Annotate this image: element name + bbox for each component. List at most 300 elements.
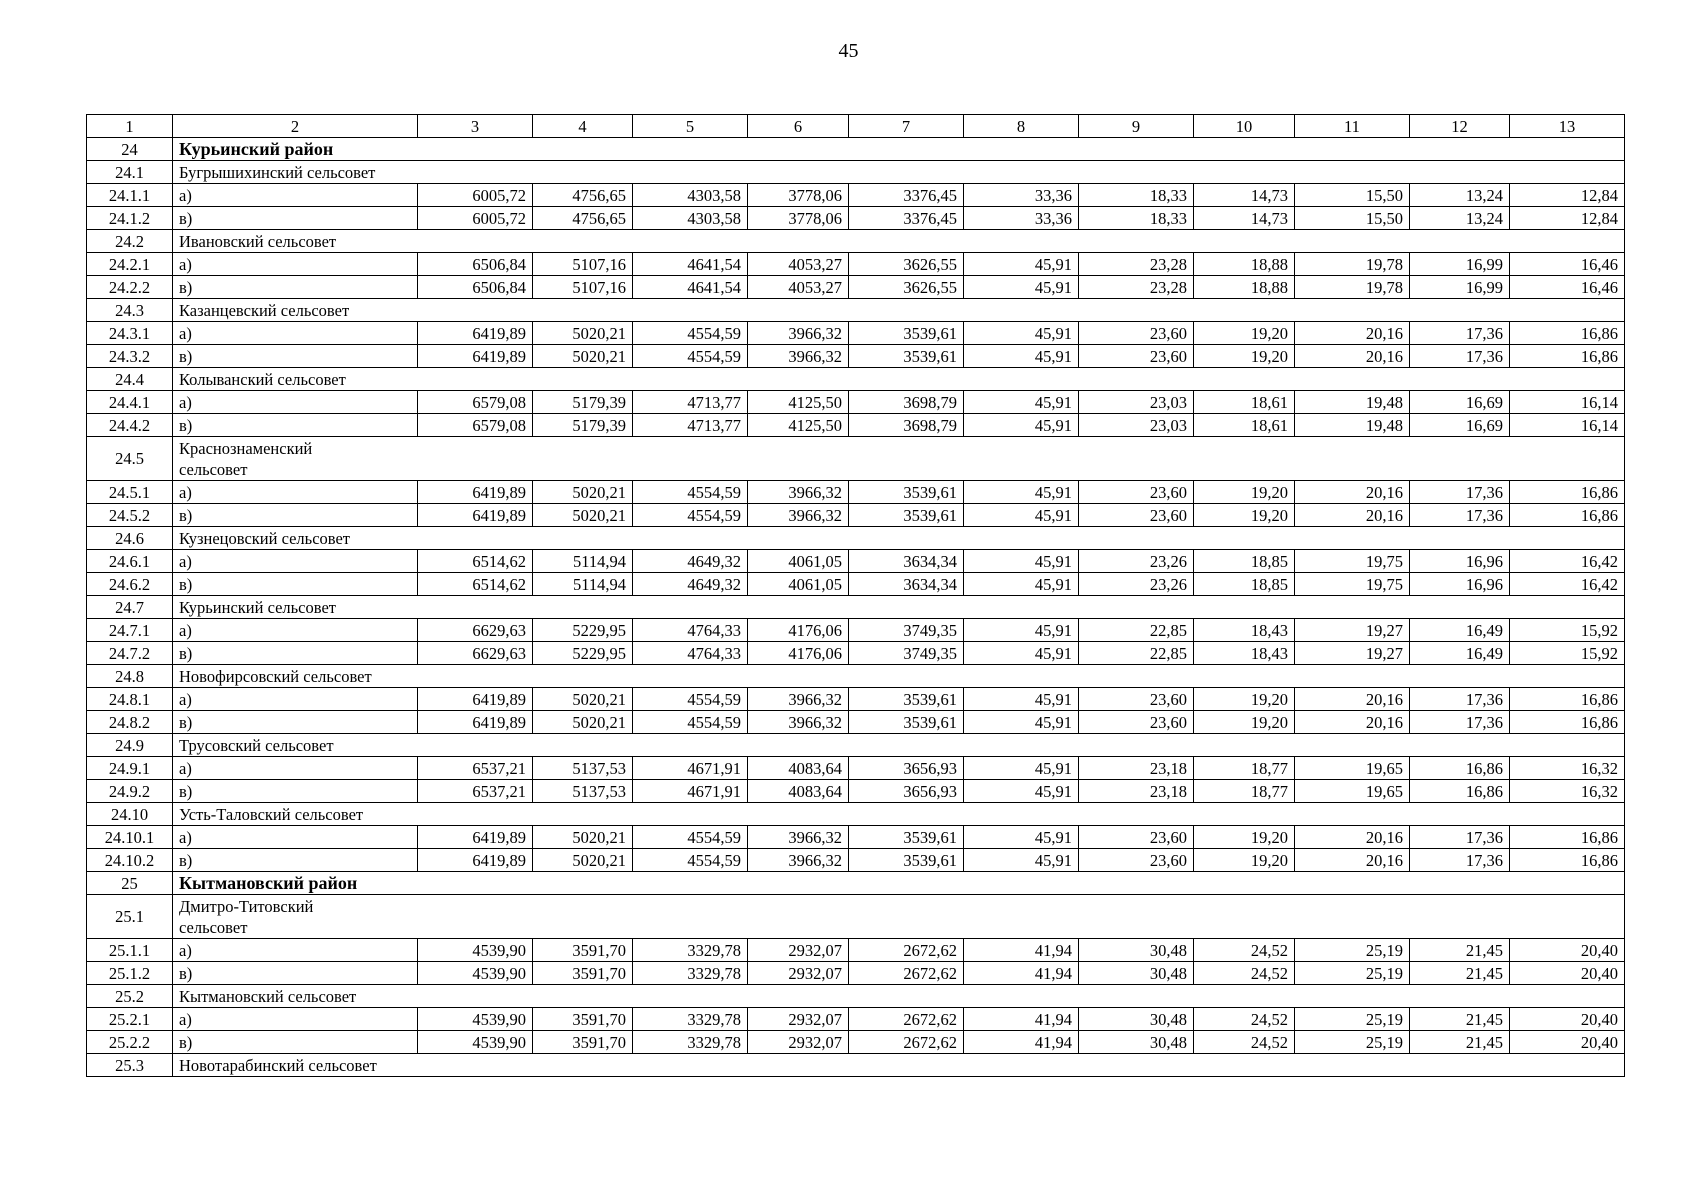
- value-cell: 19,27: [1295, 619, 1410, 642]
- value-cell: 3539,61: [849, 688, 964, 711]
- row-label: в): [173, 207, 418, 230]
- table-row: [87, 688, 1625, 711]
- council-row: [87, 161, 1625, 184]
- value-cell: 3329,78: [633, 939, 748, 962]
- council-row: [87, 368, 1625, 391]
- row-number: 24.2.2: [87, 276, 173, 299]
- council-name: Колыванский сельсовет: [173, 368, 1625, 391]
- district-name: Курьинский район: [173, 138, 1625, 161]
- value-cell: 3634,34: [849, 550, 964, 573]
- row-label: а): [173, 826, 418, 849]
- value-cell: 21,45: [1410, 1031, 1510, 1054]
- value-cell: 16,49: [1410, 619, 1510, 642]
- column-number-header: 10: [1194, 115, 1295, 138]
- value-cell: 4764,33: [633, 619, 748, 642]
- value-cell: 16,86: [1510, 826, 1625, 849]
- value-cell: 20,16: [1295, 481, 1410, 504]
- column-number-header: 9: [1079, 115, 1194, 138]
- value-cell: 5020,21: [533, 345, 633, 368]
- value-cell: 3698,79: [849, 391, 964, 414]
- value-cell: 16,96: [1410, 573, 1510, 596]
- value-cell: 3626,55: [849, 253, 964, 276]
- row-label: а): [173, 253, 418, 276]
- value-cell: 4176,06: [748, 642, 849, 665]
- council-name: [173, 895, 1625, 939]
- value-cell: 3656,93: [849, 780, 964, 803]
- row-number: 25.1.1: [87, 939, 173, 962]
- row-number: 24.10.2: [87, 849, 173, 872]
- value-cell: 18,77: [1194, 757, 1295, 780]
- value-cell: 5020,21: [533, 849, 633, 872]
- value-cell: 3329,78: [633, 1031, 748, 1054]
- council-name-text: Дмитро-Титовский сельсовет: [179, 896, 314, 937]
- row-number: 24.4: [87, 368, 173, 391]
- value-cell: 3376,45: [849, 184, 964, 207]
- value-cell: 14,73: [1194, 184, 1295, 207]
- row-label: а): [173, 688, 418, 711]
- value-cell: 16,86: [1510, 849, 1625, 872]
- value-cell: 4641,54: [633, 276, 748, 299]
- value-cell: 4303,58: [633, 207, 748, 230]
- value-cell: 4756,65: [533, 207, 633, 230]
- table-row: [87, 619, 1625, 642]
- value-cell: 18,61: [1194, 414, 1295, 437]
- value-cell: 45,91: [964, 322, 1079, 345]
- value-cell: 23,28: [1079, 276, 1194, 299]
- value-cell: 2932,07: [748, 962, 849, 985]
- value-cell: 4641,54: [633, 253, 748, 276]
- value-cell: 16,42: [1510, 573, 1625, 596]
- value-cell: 5020,21: [533, 826, 633, 849]
- value-cell: 6419,89: [418, 322, 533, 345]
- row-number: 24.6.1: [87, 550, 173, 573]
- council-row: [87, 596, 1625, 619]
- value-cell: 17,36: [1410, 826, 1510, 849]
- value-cell: 16,49: [1410, 642, 1510, 665]
- row-label: а): [173, 322, 418, 345]
- value-cell: 5229,95: [533, 642, 633, 665]
- value-cell: 5020,21: [533, 688, 633, 711]
- value-cell: 19,65: [1295, 757, 1410, 780]
- column-number-header: 7: [849, 115, 964, 138]
- value-cell: 19,20: [1194, 481, 1295, 504]
- row-number: 24.8.1: [87, 688, 173, 711]
- value-cell: 16,99: [1410, 253, 1510, 276]
- council-row: [87, 665, 1625, 688]
- value-cell: 16,32: [1510, 757, 1625, 780]
- value-cell: 3539,61: [849, 711, 964, 734]
- row-number: 24.5.1: [87, 481, 173, 504]
- value-cell: 21,45: [1410, 1008, 1510, 1031]
- value-cell: 45,91: [964, 414, 1079, 437]
- value-cell: 18,43: [1194, 619, 1295, 642]
- value-cell: 20,16: [1295, 345, 1410, 368]
- value-cell: 33,36: [964, 207, 1079, 230]
- table-row: [87, 184, 1625, 207]
- value-cell: 22,85: [1079, 619, 1194, 642]
- value-cell: 6419,89: [418, 849, 533, 872]
- council-name: Бугрышихинский сельсовет: [173, 161, 1625, 184]
- table-row: [87, 939, 1625, 962]
- value-cell: 19,20: [1194, 711, 1295, 734]
- table-row: [87, 573, 1625, 596]
- value-cell: 6514,62: [418, 550, 533, 573]
- value-cell: 15,92: [1510, 619, 1625, 642]
- value-cell: 5114,94: [533, 550, 633, 573]
- row-label: а): [173, 757, 418, 780]
- row-label: а): [173, 391, 418, 414]
- value-cell: 19,78: [1295, 276, 1410, 299]
- row-number: 24.9: [87, 734, 173, 757]
- value-cell: 45,91: [964, 619, 1079, 642]
- value-cell: 4713,77: [633, 414, 748, 437]
- column-number-header: 12: [1410, 115, 1510, 138]
- row-number: 24.10.1: [87, 826, 173, 849]
- value-cell: 45,91: [964, 345, 1079, 368]
- row-label: а): [173, 619, 418, 642]
- row-number: 24.9.1: [87, 757, 173, 780]
- row-label: а): [173, 1008, 418, 1031]
- value-cell: 4083,64: [748, 780, 849, 803]
- value-cell: 4671,91: [633, 780, 748, 803]
- value-cell: 18,85: [1194, 573, 1295, 596]
- council-row: [87, 895, 1625, 939]
- page-number: 45: [838, 40, 859, 62]
- value-cell: 4554,59: [633, 322, 748, 345]
- value-cell: 3539,61: [849, 504, 964, 527]
- value-cell: 6419,89: [418, 688, 533, 711]
- tariff-table: [86, 114, 1625, 1077]
- value-cell: 19,65: [1295, 780, 1410, 803]
- value-cell: 2672,62: [849, 962, 964, 985]
- table-row: [87, 276, 1625, 299]
- row-label: в): [173, 780, 418, 803]
- value-cell: 30,48: [1079, 939, 1194, 962]
- table-body: [87, 138, 1625, 1077]
- row-number: 24.2: [87, 230, 173, 253]
- row-number: 25: [87, 872, 173, 895]
- value-cell: 18,61: [1194, 391, 1295, 414]
- row-number: 24.1.2: [87, 207, 173, 230]
- value-cell: 4176,06: [748, 619, 849, 642]
- column-number-header: 8: [964, 115, 1079, 138]
- council-name: [173, 437, 1625, 481]
- row-number: 24.3.2: [87, 345, 173, 368]
- value-cell: 23,18: [1079, 757, 1194, 780]
- table-row: [87, 414, 1625, 437]
- value-cell: 4554,59: [633, 345, 748, 368]
- value-cell: 45,91: [964, 849, 1079, 872]
- value-cell: 20,40: [1510, 962, 1625, 985]
- value-cell: 20,40: [1510, 1031, 1625, 1054]
- value-cell: 4053,27: [748, 276, 849, 299]
- value-cell: 2672,62: [849, 939, 964, 962]
- value-cell: 16,86: [1510, 345, 1625, 368]
- council-name: Новотарабинский сельсовет: [173, 1054, 1625, 1077]
- value-cell: 19,27: [1295, 642, 1410, 665]
- value-cell: 24,52: [1194, 939, 1295, 962]
- value-cell: 25,19: [1295, 1031, 1410, 1054]
- value-cell: 6419,89: [418, 481, 533, 504]
- value-cell: 6506,84: [418, 253, 533, 276]
- value-cell: 19,20: [1194, 345, 1295, 368]
- value-cell: 16,86: [1410, 780, 1510, 803]
- value-cell: 3966,32: [748, 711, 849, 734]
- value-cell: 25,19: [1295, 1008, 1410, 1031]
- council-name: Кузнецовский сельсовет: [173, 527, 1625, 550]
- value-cell: 6419,89: [418, 826, 533, 849]
- table-row: [87, 322, 1625, 345]
- council-name: Кытмановский сельсовет: [173, 985, 1625, 1008]
- row-label: в): [173, 711, 418, 734]
- table-row: [87, 253, 1625, 276]
- row-number: 24.7.1: [87, 619, 173, 642]
- value-cell: 23,60: [1079, 481, 1194, 504]
- row-label: в): [173, 573, 418, 596]
- value-cell: 4061,05: [748, 550, 849, 573]
- value-cell: 45,91: [964, 481, 1079, 504]
- council-row: [87, 230, 1625, 253]
- value-cell: 3966,32: [748, 849, 849, 872]
- value-cell: 17,36: [1410, 481, 1510, 504]
- council-row: [87, 803, 1625, 826]
- value-cell: 23,60: [1079, 345, 1194, 368]
- value-cell: 17,36: [1410, 711, 1510, 734]
- value-cell: 16,86: [1510, 504, 1625, 527]
- value-cell: 3376,45: [849, 207, 964, 230]
- value-cell: 4539,90: [418, 1031, 533, 1054]
- column-number-header: 3: [418, 115, 533, 138]
- value-cell: 12,84: [1510, 207, 1625, 230]
- value-cell: 3329,78: [633, 1008, 748, 1031]
- table-row: [87, 711, 1625, 734]
- value-cell: 3966,32: [748, 504, 849, 527]
- row-number: 25.2.1: [87, 1008, 173, 1031]
- value-cell: 6579,08: [418, 391, 533, 414]
- district-name: Кытмановский район: [173, 872, 1625, 895]
- row-number: 24.3.1: [87, 322, 173, 345]
- row-number: 24.8: [87, 665, 173, 688]
- value-cell: 21,45: [1410, 939, 1510, 962]
- value-cell: 45,91: [964, 573, 1079, 596]
- row-number: 24.2.1: [87, 253, 173, 276]
- row-label: в): [173, 504, 418, 527]
- table-row: [87, 391, 1625, 414]
- value-cell: 24,52: [1194, 962, 1295, 985]
- value-cell: 4554,59: [633, 504, 748, 527]
- value-cell: 16,96: [1410, 550, 1510, 573]
- value-cell: 4554,59: [633, 481, 748, 504]
- value-cell: 19,20: [1194, 504, 1295, 527]
- value-cell: 45,91: [964, 642, 1079, 665]
- value-cell: 3539,61: [849, 345, 964, 368]
- value-cell: 3778,06: [748, 184, 849, 207]
- row-number: 24.1.1: [87, 184, 173, 207]
- value-cell: 18,77: [1194, 780, 1295, 803]
- value-cell: 3749,35: [849, 619, 964, 642]
- value-cell: 45,91: [964, 826, 1079, 849]
- value-cell: 23,26: [1079, 550, 1194, 573]
- row-label: в): [173, 276, 418, 299]
- value-cell: 22,85: [1079, 642, 1194, 665]
- value-cell: 5020,21: [533, 504, 633, 527]
- value-cell: 5229,95: [533, 619, 633, 642]
- value-cell: 19,78: [1295, 253, 1410, 276]
- value-cell: 17,36: [1410, 849, 1510, 872]
- value-cell: 16,86: [1410, 757, 1510, 780]
- row-number: 24.8.2: [87, 711, 173, 734]
- value-cell: 15,50: [1295, 207, 1410, 230]
- value-cell: 45,91: [964, 780, 1079, 803]
- value-cell: 6419,89: [418, 345, 533, 368]
- row-label: а): [173, 481, 418, 504]
- value-cell: 12,84: [1510, 184, 1625, 207]
- council-row: [87, 437, 1625, 481]
- table-row: [87, 1008, 1625, 1031]
- row-number: 24.6.2: [87, 573, 173, 596]
- value-cell: 16,46: [1510, 276, 1625, 299]
- value-cell: 4539,90: [418, 962, 533, 985]
- value-cell: 20,16: [1295, 826, 1410, 849]
- value-cell: 24,52: [1194, 1031, 1295, 1054]
- table-header: [87, 115, 1625, 138]
- value-cell: 13,24: [1410, 207, 1510, 230]
- value-cell: 21,45: [1410, 962, 1510, 985]
- row-label: в): [173, 1031, 418, 1054]
- value-cell: 23,03: [1079, 391, 1194, 414]
- value-cell: 4539,90: [418, 1008, 533, 1031]
- row-number: 24.5: [87, 437, 173, 481]
- value-cell: 23,18: [1079, 780, 1194, 803]
- council-name: Ивановский сельсовет: [173, 230, 1625, 253]
- value-cell: 4539,90: [418, 939, 533, 962]
- value-cell: 20,40: [1510, 1008, 1625, 1031]
- value-cell: 23,60: [1079, 849, 1194, 872]
- council-row: [87, 985, 1625, 1008]
- column-number-header: 4: [533, 115, 633, 138]
- row-number: 24: [87, 138, 173, 161]
- value-cell: 19,20: [1194, 826, 1295, 849]
- column-number-header: 1: [87, 115, 173, 138]
- value-cell: 23,60: [1079, 826, 1194, 849]
- header-row: [87, 115, 1625, 138]
- value-cell: 6514,62: [418, 573, 533, 596]
- value-cell: 17,36: [1410, 688, 1510, 711]
- row-number: 24.7.2: [87, 642, 173, 665]
- table-row: [87, 780, 1625, 803]
- value-cell: 16,86: [1510, 322, 1625, 345]
- value-cell: 18,85: [1194, 550, 1295, 573]
- value-cell: 41,94: [964, 962, 1079, 985]
- district-row: [87, 872, 1625, 895]
- council-row: [87, 734, 1625, 757]
- row-label: в): [173, 642, 418, 665]
- value-cell: 16,99: [1410, 276, 1510, 299]
- value-cell: 16,86: [1510, 688, 1625, 711]
- value-cell: 4053,27: [748, 253, 849, 276]
- value-cell: 2932,07: [748, 939, 849, 962]
- council-name: Казанцевский сельсовет: [173, 299, 1625, 322]
- value-cell: 2932,07: [748, 1008, 849, 1031]
- value-cell: 2672,62: [849, 1008, 964, 1031]
- value-cell: 3539,61: [849, 481, 964, 504]
- value-cell: 4125,50: [748, 391, 849, 414]
- value-cell: 3966,32: [748, 481, 849, 504]
- column-number-header: 6: [748, 115, 849, 138]
- value-cell: 14,73: [1194, 207, 1295, 230]
- value-cell: 17,36: [1410, 322, 1510, 345]
- value-cell: 19,75: [1295, 550, 1410, 573]
- table-row: [87, 826, 1625, 849]
- value-cell: 45,91: [964, 253, 1079, 276]
- value-cell: 3634,34: [849, 573, 964, 596]
- value-cell: 4649,32: [633, 573, 748, 596]
- table-row: [87, 481, 1625, 504]
- row-number: 24.4.1: [87, 391, 173, 414]
- value-cell: 16,42: [1510, 550, 1625, 573]
- value-cell: 23,26: [1079, 573, 1194, 596]
- value-cell: 41,94: [964, 939, 1079, 962]
- value-cell: 18,33: [1079, 207, 1194, 230]
- row-label: в): [173, 345, 418, 368]
- table-row: [87, 962, 1625, 985]
- value-cell: 45,91: [964, 391, 1079, 414]
- table-row: [87, 642, 1625, 665]
- value-cell: 4554,59: [633, 849, 748, 872]
- value-cell: 6005,72: [418, 184, 533, 207]
- value-cell: 16,46: [1510, 253, 1625, 276]
- value-cell: 4554,59: [633, 826, 748, 849]
- column-number-header: 13: [1510, 115, 1625, 138]
- value-cell: 20,16: [1295, 849, 1410, 872]
- value-cell: 4671,91: [633, 757, 748, 780]
- value-cell: 3778,06: [748, 207, 849, 230]
- row-number: 24.1: [87, 161, 173, 184]
- value-cell: 5020,21: [533, 481, 633, 504]
- value-cell: 45,91: [964, 550, 1079, 573]
- row-number: 24.7: [87, 596, 173, 619]
- value-cell: 3966,32: [748, 826, 849, 849]
- value-cell: 4554,59: [633, 688, 748, 711]
- value-cell: 25,19: [1295, 962, 1410, 985]
- value-cell: 16,14: [1510, 414, 1625, 437]
- value-cell: 23,60: [1079, 688, 1194, 711]
- table-row: [87, 207, 1625, 230]
- value-cell: 25,19: [1295, 939, 1410, 962]
- value-cell: 30,48: [1079, 1008, 1194, 1031]
- value-cell: 3656,93: [849, 757, 964, 780]
- value-cell: 5179,39: [533, 391, 633, 414]
- value-cell: 3591,70: [533, 939, 633, 962]
- row-label: в): [173, 962, 418, 985]
- value-cell: 16,69: [1410, 391, 1510, 414]
- column-number-header: 11: [1295, 115, 1410, 138]
- value-cell: 23,60: [1079, 322, 1194, 345]
- value-cell: 4713,77: [633, 391, 748, 414]
- value-cell: 6537,21: [418, 780, 533, 803]
- value-cell: 16,69: [1410, 414, 1510, 437]
- district-row: [87, 138, 1625, 161]
- value-cell: 30,48: [1079, 962, 1194, 985]
- value-cell: 16,14: [1510, 391, 1625, 414]
- value-cell: 6419,89: [418, 504, 533, 527]
- value-cell: 20,16: [1295, 504, 1410, 527]
- value-cell: 45,91: [964, 757, 1079, 780]
- council-name: Трусовский сельсовет: [173, 734, 1625, 757]
- value-cell: 16,32: [1510, 780, 1625, 803]
- table-row: [87, 504, 1625, 527]
- value-cell: 5107,16: [533, 276, 633, 299]
